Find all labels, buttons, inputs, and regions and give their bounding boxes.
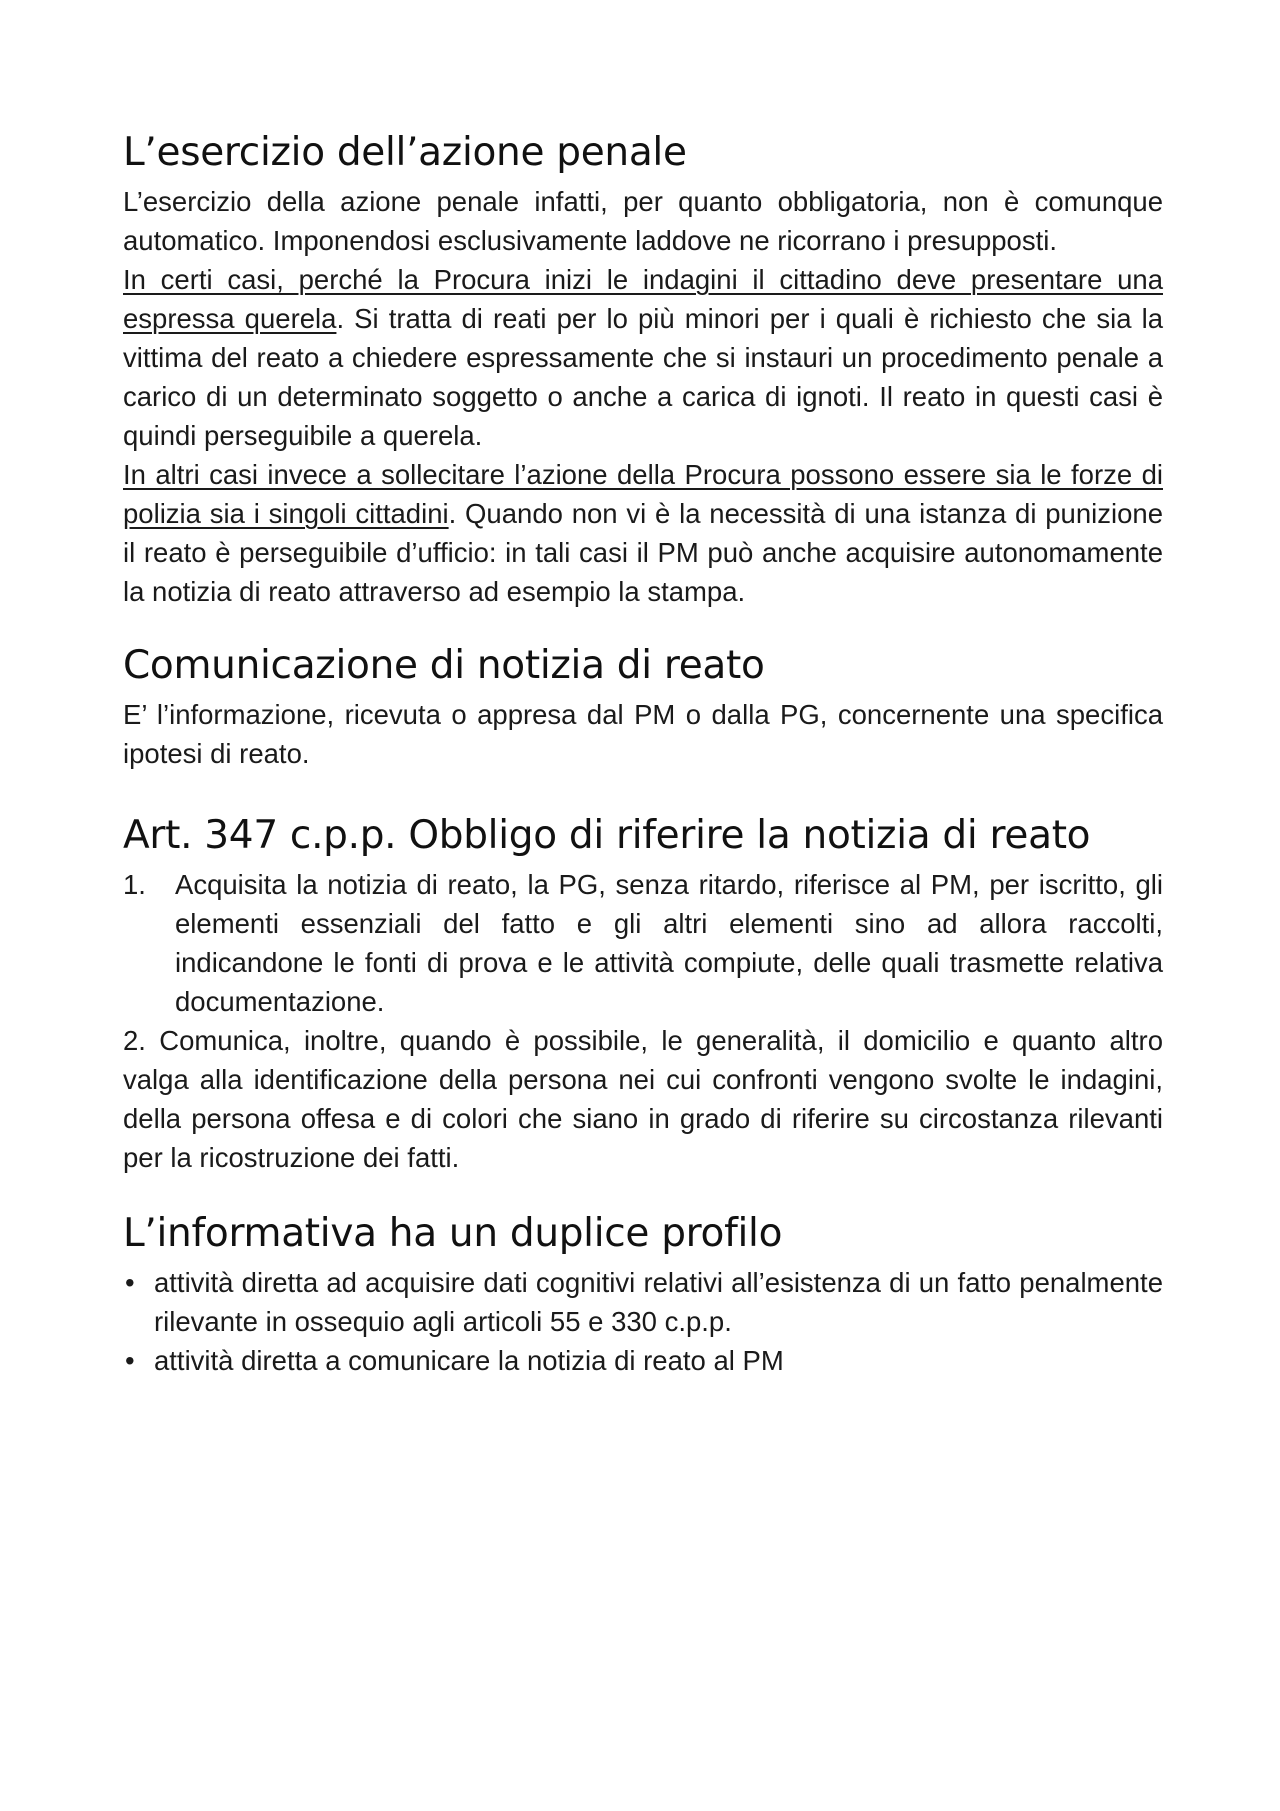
section-informativa — [123, 1205, 1163, 1380]
section-esercizio-azione-penale — [123, 124, 1163, 611]
heading-art-347: Art. 347 c.p.p. Obbligo di riferire la notizia di reato — [123, 813, 1091, 858]
paragraph-art-347-comma-2: 2. Comunica, inoltre, quando è possibile, le generalità, il domicilio e quanto altro valga alla identificazione della persona nei cui confronti vengono svolte le indagini, della persona offesa e di colori che siano in grado di riferire su circostanza rilevanti per la ricostruzione dei fatti. — [123, 1025, 1163, 1173]
heading-esercizio-azione-penale: L’esercizio dell’azione penale — [123, 130, 687, 175]
list-item-text: attività diretta a comunicare la notizia di reato al PM — [154, 1345, 784, 1376]
heading-comunicazione-notizia: Comunicazione di notizia di reato — [123, 643, 765, 688]
list-item — [123, 1341, 1163, 1380]
section-art-347 — [123, 807, 1163, 1177]
informativa-list — [123, 1263, 1163, 1380]
bullet-icon: • — [125, 1267, 135, 1298]
paragraph-ufficio — [123, 455, 1163, 611]
ufficio-text: . Quando non vi è la necessità di una istanza di punizione il reato è perseguibile d’ufficio: in tali casi il PM può anche acquisire autonomamente la notizia di reato attraverso ad esempio la stampa. — [123, 498, 1163, 607]
list-item — [123, 1263, 1163, 1341]
underlined-ufficio-text: In altri casi invece a sollecitare l’azione della Procura possono essere sia le forze di polizia sia i singoli cittadini — [123, 459, 1163, 529]
paragraph-querela — [123, 260, 1163, 455]
list-marker: 1. — [123, 869, 146, 900]
list-item-text: attività diretta ad acquisire dati cognitivi relativi all’esistenza di un fatto penalmente rilevante in ossequio agli articoli 55 e 330 c.p.p. — [154, 1267, 1163, 1337]
list-item — [123, 865, 1163, 1021]
section-comunicazione-notizia — [123, 637, 1163, 773]
paragraph-comunicazione: E’ l’informazione, ricevuta o appresa dal PM o dalla PG, concernente una specifica ipotesi di reato. — [123, 699, 1163, 769]
document-page — [123, 124, 1163, 1380]
art-347-list — [123, 865, 1163, 1021]
paragraph-esercizio-intro: L’esercizio della azione penale infatti, per quanto obbligatoria, non è comunque automatico. Imponendosi esclusivamente laddove ne ricorrano i presupposti. — [123, 186, 1163, 256]
underlined-querela-text: In certi casi, perché la Procura inizi le indagini il cittadino deve presentare una espressa querela — [123, 264, 1163, 334]
querela-text: . Si tratta di reati per lo più minori per i quali è richiesto che sia la vittima del reato a chiedere espressamente che si instauri un procedimento penale a carico di un determinato soggetto o anche a carica di ignoti. Il reato in questi casi è quindi perseguibile a querela. — [123, 303, 1163, 451]
heading-informativa: L’informativa ha un duplice profilo — [123, 1211, 783, 1256]
list-item-text: Acquisita la notizia di reato, la PG, senza ritardo, riferisce al PM, per iscritto, gli elementi essenziali del fatto e gli altri elementi sino ad allora raccolti, indicandone le fonti di prova e le attività compiute, delle quali trasmette relativa documentazione. — [175, 869, 1163, 1017]
bullet-icon: • — [125, 1345, 135, 1376]
